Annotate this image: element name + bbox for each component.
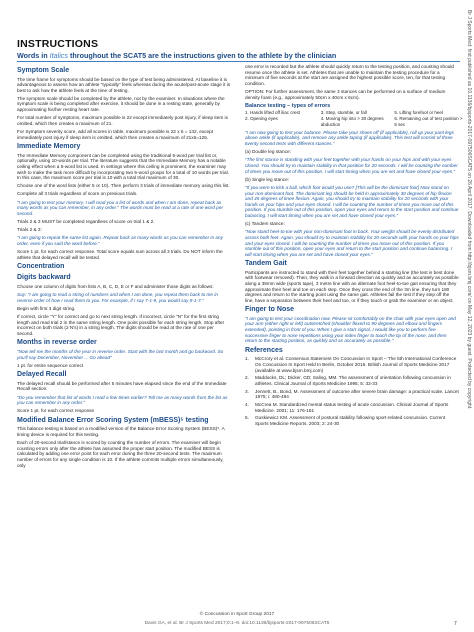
paragraph: Score 1 pt. for each correct response (17, 408, 95, 414)
paragraph: Choose one column of digits from lists A, B, C, D, E or F and administer those digits as follows: (17, 283, 214, 289)
paragraph: Participants are instructed to stand with their feet together behind a starting line (the test is best done with footwear removed). Then, they walk in a forward direction as quickly and as accurately as possible along a 38mm wide (sports tape), 3 metre line with an alternate foot heel-to-toe gait ensuring that they approximate their heel and toe on each step. Once they cross the end of the 3m line, they turn 180 degrees and return to the starting point using the same gait. Athletes fail the test if they step off the line, have a separation between their heel and toe, or if they touch or grab the examiner or an object. (245, 269, 459, 303)
reference-item (245, 389, 459, 400)
reference-number: 2. (245, 375, 249, 381)
page-title: INSTRUCTIONS (17, 38, 99, 50)
error-types-table (245, 110, 463, 127)
paragraph: 1 pt. for entire sequence correct (17, 362, 84, 368)
instruction-quote: "If you were to kick a ball, which foot would you use? [This will be the dominant foot] Now stand on your non-dominant foot. The dominant leg should be held in approximately 30 degrees of hip flexion and 45 degrees of knee flexion. Again, you should try to maintain stability for 20 seconds with your hands on your hips and your eyes closed. I will be counting the number of times you move out of this position. If you stumble out of this position, open your eyes and return to the start position and continue balancing. I will start timing when you are set and have closed your eyes." (245, 184, 459, 218)
reference-text: Maddocks, DL; Dicker, GD; Saling, MM. The assessment of orientation following concussion in athletes. Clinical Journal of Sports Medicine 1995; 5: 32-33 (255, 375, 451, 386)
right-column (245, 64, 463, 429)
symptom-scale-heading: Symptom Scale (17, 67, 70, 74)
tandem-gait-heading: Tandem Gait (245, 260, 287, 268)
references-list (245, 356, 459, 426)
paragraph: If correct, circle "Y" for correct and go to next string length. If incorrect, circle "N" for the first string length and read trial 2 in the same string length. One point possible for each string length. Stop after incorrect on both trials (2 N's) in a string length. The digits should be read at the rate of one per second. (17, 314, 225, 336)
title-rule (17, 61, 460, 62)
reference-number: 4. (245, 402, 249, 408)
mbess-heading: Modified Balance Error Scoring System (mBESS)⁵ testing (17, 416, 209, 424)
instruction-quote: Say: "I am going to read a string of numbers and when I am done, you repeat them back to me in reverse order of how I read them to you. For example, if I say 7-1-9, you would say 9-1-7." (17, 292, 218, 303)
months-reverse-heading: Months in reverse order (17, 339, 97, 347)
error-type-item: 3. Step, stumble, or fall (320, 110, 367, 116)
instruction-quote: "Now tell me the months of the year in reverse order. Start with the last month and go backward. So you'll say December, November ... Go ahead" (17, 348, 224, 360)
reference-text: McCrea M. Standardized mental status testing of acute concussion. Clinical Journal of Sports Medicine. 2001; 11: 176-181 (255, 402, 449, 413)
vertical-citation-sidebar (462, 10, 472, 622)
paragraph: The Immediate Memory component can be completed using the traditional 5-word per trial list or, optionally, using 10-words per trial. The literature suggests that the Immediate Memory has a notable ceiling effect when a 5-word list is used. In settings where this ceiling is prominent, the examiner may wish to make the task more difficult by incorporating two 5-word groups for a total of 10 words per trial. In this case, the maximum score per trial is 10 with a total trial maximum of 30. (17, 152, 229, 181)
immediate-memory-heading: Immediate Memory (17, 143, 81, 151)
stance-label: (a) Double leg stance: (245, 149, 291, 155)
paragraph: OPTION: For further assessment, the same 3 stances can be performed on a surface of medium density foam (e.g., approximately 50cm x 40cm x 6cm). (245, 88, 446, 100)
paragraph: Each of 20-second trial/stance is scored by counting the number of errors. The examiner will begin counting errors only after the athlete has assumed the proper start position. The modified BESS is calculated by adding one error point for each error during the three 20-second tests. The maximum number of errors for any single condition is 10. If the athlete commits multiple errors simultaneously, only (17, 440, 224, 468)
page-subtitle (17, 51, 336, 60)
reference-number: 3. (245, 388, 249, 394)
paragraph: This balance testing is based on a modified version of the Balance Error Scoring System (BESS)⁵. A timing device is required for this testing. (17, 426, 225, 438)
instruction-quote: "Do you remember that list of words I read a few times earlier? Tell me as many words from the list as you can remember in any order." (17, 394, 228, 406)
instruction-quote: "I am going to test your coordination now. Please sit comfortably on the chair with your eyes open and your arm (either right or left) outstretched (shoulder flexed to 90 degrees and elbow and fingers extended), pointing in front of you. When I give a start signal, I would like you to perform five successive finger to nose repetitions using your index finger to touch the tip of the nose, and then return to the starting position, as quickly and as accurately as possible." (245, 315, 456, 344)
reference-item (245, 415, 459, 426)
page-number: 7 (454, 621, 457, 627)
delayed-recall-heading: Delayed Recall (17, 371, 67, 379)
stance-label: (b) Single leg stance: (245, 176, 290, 182)
left-column (17, 64, 231, 471)
concentration-heading: Concentration (17, 263, 65, 271)
error-type-item: 2. Opening eyes (245, 116, 278, 122)
instruction-quote: "I am going to test your memory. I will read you a list of words and when I am done, repeat back as many words as you can remember, in any order." The words must be read at a rate of one word per second. (17, 199, 224, 216)
reference-text: Jennett, B., Bond, M. Assessment of outcome after severe brain damage: a practical scale. Lancet 1975; i: 480-484 (255, 388, 459, 400)
instruction-quote: "Now stand heel-to-toe with your non-dominant foot in back. Your weight should be evenly distributed across both feet. Again, you should try to maintain stability for 20 seconds with your hands on your hips and your eyes closed. I will be counting the number of times you move out of this position. If you stumble out of this position, open your eyes and return to the start position and continue balancing. I will start timing when you are set and have closed your eyes." (245, 229, 459, 257)
reference-item (245, 402, 459, 413)
footer-citation: Davis GA, et al. Br J Sports Med 2017;0:1–8. doi:10.1136/bjsports-2017-097506SCAT5 (144, 621, 330, 626)
paragraph: The symptom scale should be completed by the athlete, not by the examiner. In situations where the symptom scale is being completed after exercise, it should be done in a resting state, generally by approximating his/her resting heart rate. (17, 95, 225, 113)
instruction-quote: "The first stance is standing with your feet together with your hands on your hips and with your eyes closed. You should try to maintain stability in that position for 20 seconds. I will be counting the number of times you move out of this position. I will start timing when you are set and have closed your eyes." (245, 157, 458, 174)
error-type-item: 6. Remaining out of test position > 5 sec (394, 116, 463, 127)
reference-text: McCrory et al. Consensus Statement On Concussion In Sport – The 5th International Conference On Concussion In Sport Held In Berlin, October 2016. British Journal of Sports Medicine 2017 (available at www.bjsm.bmj.com) (255, 356, 457, 373)
paragraph: Begin with first 3 digit string. (17, 305, 76, 311)
instruction-quote: "I am going to repeat the same list again. Repeat back as many words as you can remember in any order, even if you said the word before." (17, 235, 223, 246)
references-heading: References (245, 346, 283, 354)
error-type-item: 5. Lifting forefoot or heel (394, 110, 443, 116)
error-type-item: 4. Moving hip into > 30 degrees abduction (320, 116, 384, 127)
reference-text: Guskiewicz KM. Assessment of postural stability following sport-related concussion. Current Sports Medicine Reports. 2003; 2: 24-30 (255, 415, 446, 427)
reference-number: 1. (245, 356, 249, 362)
paragraph: Complete all 3 trials regardless of score on previous trials. (17, 191, 138, 197)
paragraph: The delayed recall should be performed after 5 minutes have elapsed since the end of the Immediate Recall section. (17, 380, 227, 392)
error-types-heading: Balance testing – types of errors (245, 102, 331, 109)
subtitle-prefix: Words in (17, 51, 48, 60)
paragraph: The time frame for symptoms should be based on the type of test being administered. At baseline it is advantageous to assess how an athlete "typically" feels whereas during the acute/post-acute stage it is best to ask how the athlete feels at the time of testing. (17, 76, 231, 93)
error-type-item: 1. Hands lifted off iliac crest (245, 110, 300, 116)
paragraph: Score 1 pt. for each correct response. Total score equals sum across all 3 trials. Do NOT inform the athlete that delayed recall will be tested. (17, 249, 223, 260)
sidebar-citation-text: Br J Sports Med: first published as 10.1136/bjsports-2017-097506SCAT5 on 26 April 2017. Downloaded from http://bjsm.bmj.com/ on May 12, 2023 by guest. Protected by copyright. (466, 10, 472, 410)
subtitle-italic-word: Italics (49, 51, 68, 60)
reference-item (245, 375, 459, 386)
stance-label: (c) Tandem stance: (245, 221, 285, 227)
finger-to-nose-heading: Finger to Nose (245, 306, 295, 314)
reference-number: 5. (245, 415, 249, 421)
paragraph: For Symptom severity score, add all scores in table, maximum possible is 22 x 6 = 132, except immediately post injury if sleep item is omitted, which then creates a maximum of 21x6=126. (17, 129, 214, 140)
subtitle-rest: throughout the SCAT5 are the instructions given to the athlete by the clinician (70, 51, 337, 60)
paragraph: Choose one of the word lists (either 5 or 10). Then perform 3 trials of immediate memory using this list. (17, 183, 230, 189)
paragraph: Trials 2 & 3: (17, 227, 42, 233)
digits-backward-heading: Digits backward (17, 274, 71, 282)
reference-item (245, 356, 459, 373)
paragraph: one error is recorded but the athlete should quickly return to the testing position, and counting should resume once the athlete is set. Athletes that are unable to maintain the testing procedure for a minimum of five seconds at the start are assigned the highest possible score, ten, for that testing condition. (245, 64, 454, 86)
copyright-line: © Concussion in Sport Group 2017 (199, 612, 275, 617)
paragraph: Trials 2 & 3 MUST be completed regardless of score on trial 1 & 2. (17, 219, 155, 225)
paragraph: For total number of symptoms, maximum possible is 22 except immediately post injury, if sleep item is omitted, which then creates a maximum of 21. (17, 115, 228, 126)
instruction-quote: "I am now going to test your balance. Please take your shoes off (if applicable), roll up your pant legs above ankle (if applicable), and remove any ankle taping (if applicable). This test will consist of three twenty second tests with different stances." (245, 129, 454, 147)
